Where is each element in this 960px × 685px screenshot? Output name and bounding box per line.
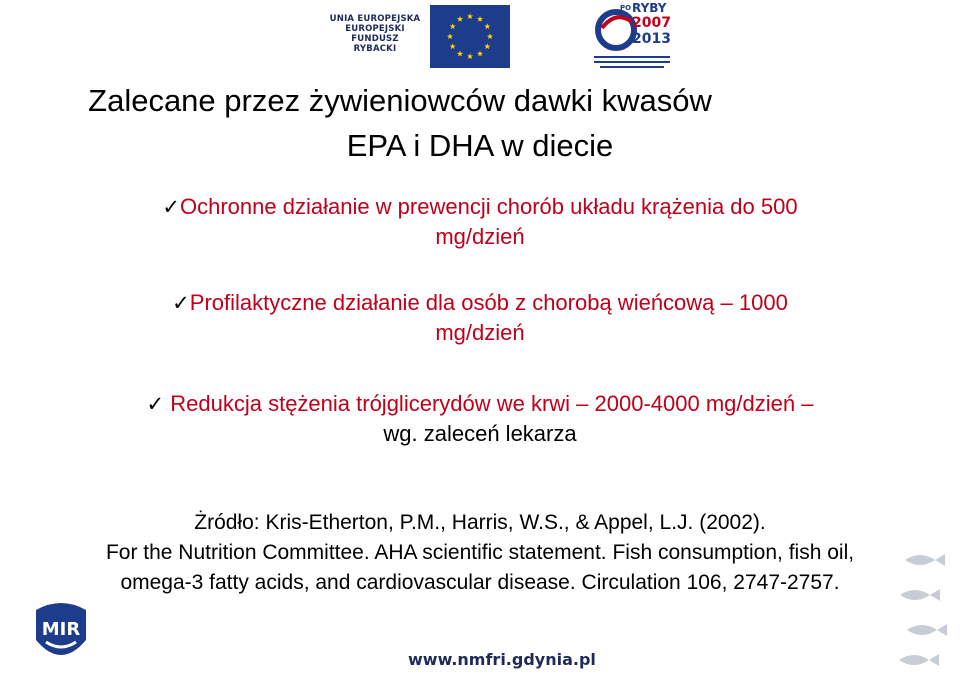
website-url[interactable]: www.nmfri.gdynia.pl <box>408 650 596 669</box>
eu-logo-line: EUROPEJSKI FUNDUSZ <box>345 24 405 44</box>
page-subtitle: EPA i DHA w diecie <box>346 128 614 163</box>
year-end-text: 2013 <box>632 31 671 47</box>
recommendation-text: Redukcja stężenia trójglicerydów we krwi – 2000-4000 mg/dzień – <box>170 391 814 416</box>
recommendation-text: Profilaktyczne działanie dla osób z chorobą wieńcową – 1000 <box>189 290 788 315</box>
recommendation-item-continued: mg/dzień <box>435 320 525 345</box>
recommendation-text: Ochronne działanie w prewencji chorób układu krążenia do 500 <box>180 194 798 219</box>
year-start-text: 2007 <box>632 15 671 31</box>
recommendation-item <box>0 288 960 318</box>
eu-logo-line: UNIA EUROPEJSKA <box>329 14 421 24</box>
eu-logo-line: RYBACKI <box>353 44 397 54</box>
po-text: PO <box>620 4 632 12</box>
fish-decoration-icon <box>895 540 955 680</box>
mir-logo <box>32 600 90 670</box>
checkmark-icon: ✓ <box>162 195 180 219</box>
source-line: Żródło: Kris-Etherton, P.M., Harris, W.S., & Appel, L.J. (2002). <box>194 511 766 534</box>
source-line: For the Nutrition Committee. AHA scientific statement. Fish consumption, fish oil, <box>105 541 855 564</box>
checkmark-icon: ✓ <box>172 291 190 315</box>
checkmark-icon: ✓ <box>146 392 165 416</box>
ryby-text: RYBY <box>632 1 667 15</box>
eu-flag-icon <box>430 5 510 68</box>
eu-logo-text <box>322 14 428 54</box>
page-title: Zalecane przez żywieniowców dawki kwasów <box>88 83 712 118</box>
recommendation-item-continued: mg/dzień <box>435 224 525 249</box>
recommendation-item <box>0 192 960 222</box>
source-citation <box>40 508 920 598</box>
recommendation-item-continued: wg. zaleceń lekarza <box>383 421 577 446</box>
po-ryby-logo <box>592 0 672 70</box>
source-line: omega-3 fatty acids, and cardiovascular disease. Circulation 106, 2747-2757. <box>120 571 840 594</box>
mir-logo-text: MIR <box>41 619 81 640</box>
recommendation-item <box>0 389 960 419</box>
